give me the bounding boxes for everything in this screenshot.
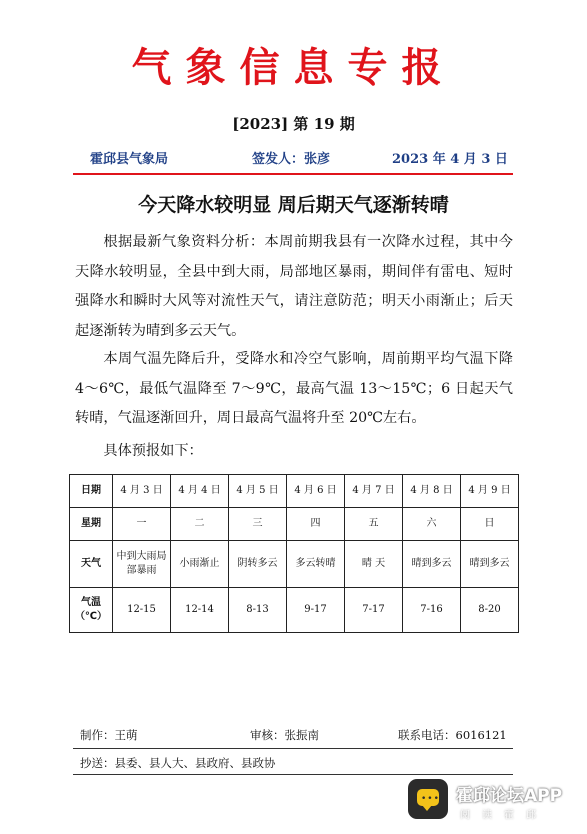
cc-list: 抄送：县委、县人大、县政府、县政协	[80, 756, 276, 770]
weekday-cell: 五	[345, 508, 403, 541]
row-label-date: 日期	[70, 475, 113, 508]
temp-cell: 7-17	[345, 588, 403, 633]
table-row-weekday	[70, 508, 519, 541]
chat-bubble-icon: •••	[408, 779, 448, 819]
table-row-date	[70, 475, 519, 508]
row-label-weather: 天气	[70, 541, 113, 588]
temp-cell: 8-20	[461, 588, 519, 633]
paragraph-precipitation: 根据最新气象资料分析：本周前期我县有一次降水过程，其中今天降水较明显，全县中到大雨，局部地区暴雨，期间伴有雷电、短时强降水和瞬时大风等对流性天气，请注意防范；明天小雨渐止；后天起逐渐转为晴到多云天气。	[75, 234, 513, 339]
watermark-app-name: 霍邱论坛APP	[456, 786, 563, 806]
paragraph-temperature: 本周气温先降后升，受降水和冷空气影响，周前期平均气温下降 4～6℃，最低气温降至 7～9℃，最高气温 13～15℃；6 日起天气转晴，气温逐渐回升，周日最高气温将升至 20℃左右。	[75, 351, 513, 426]
weather-cell: 晴到多云	[461, 541, 519, 588]
weather-cell: 中到大雨局部暴雨	[113, 541, 171, 588]
date-cell: 4 月 5 日	[229, 475, 287, 508]
weather-cell: 晴 天	[345, 541, 403, 588]
weather-cell: 小雨渐止	[171, 541, 229, 588]
temp-cell: 12-15	[113, 588, 171, 633]
table-row-weather	[70, 541, 519, 588]
weekday-cell: 二	[171, 508, 229, 541]
row-label-weekday: 星期	[70, 508, 113, 541]
contact-phone: 联系电话：6016121	[398, 728, 507, 742]
reviewer: 审核：张振南	[250, 728, 319, 742]
footer-divider-bottom	[73, 774, 513, 775]
date-cell: 4 月 7 日	[345, 475, 403, 508]
signer: 签发人：张彦	[252, 152, 331, 167]
weather-cell: 晴到多云	[403, 541, 461, 588]
issuing-org: 霍邱县气象局	[90, 152, 169, 167]
date-cell: 4 月 6 日	[287, 475, 345, 508]
issue-number: [2023] 第 19 期	[232, 115, 355, 133]
footer-divider	[73, 748, 513, 749]
forecast-table	[69, 474, 519, 633]
weekday-cell: 六	[403, 508, 461, 541]
weekday-cell: 四	[287, 508, 345, 541]
temp-cell: 12-14	[171, 588, 229, 633]
weather-cell: 阴转多云	[229, 541, 287, 588]
temp-cell: 8-13	[229, 588, 287, 633]
date-cell: 4 月 3 日	[113, 475, 171, 508]
headline: 今天降水较明显 周后期天气逐渐转晴	[138, 194, 449, 216]
temp-cell: 7-16	[403, 588, 461, 633]
table-row-temperature	[70, 588, 519, 633]
row-label-temperature: 气温（℃）	[70, 588, 113, 633]
paragraph-forecast-intro: 具体预报如下：	[103, 443, 203, 459]
report-title: 气象信息专报	[131, 44, 456, 91]
weather-cell: 多云转晴	[287, 541, 345, 588]
forum-watermark	[408, 779, 578, 827]
date-cell: 4 月 9 日	[461, 475, 519, 508]
temp-cell: 9-17	[287, 588, 345, 633]
weekday-cell: 一	[113, 508, 171, 541]
date-cell: 4 月 4 日	[171, 475, 229, 508]
date-cell: 4 月 8 日	[403, 475, 461, 508]
red-divider	[73, 173, 513, 175]
maker: 制作：王萌	[80, 728, 138, 742]
weekday-cell: 三	[229, 508, 287, 541]
watermark-slogan: 阅读霍邱	[460, 810, 548, 821]
weekday-cell: 日	[461, 508, 519, 541]
issue-date: 2023 年 4 月 3 日	[392, 152, 508, 167]
